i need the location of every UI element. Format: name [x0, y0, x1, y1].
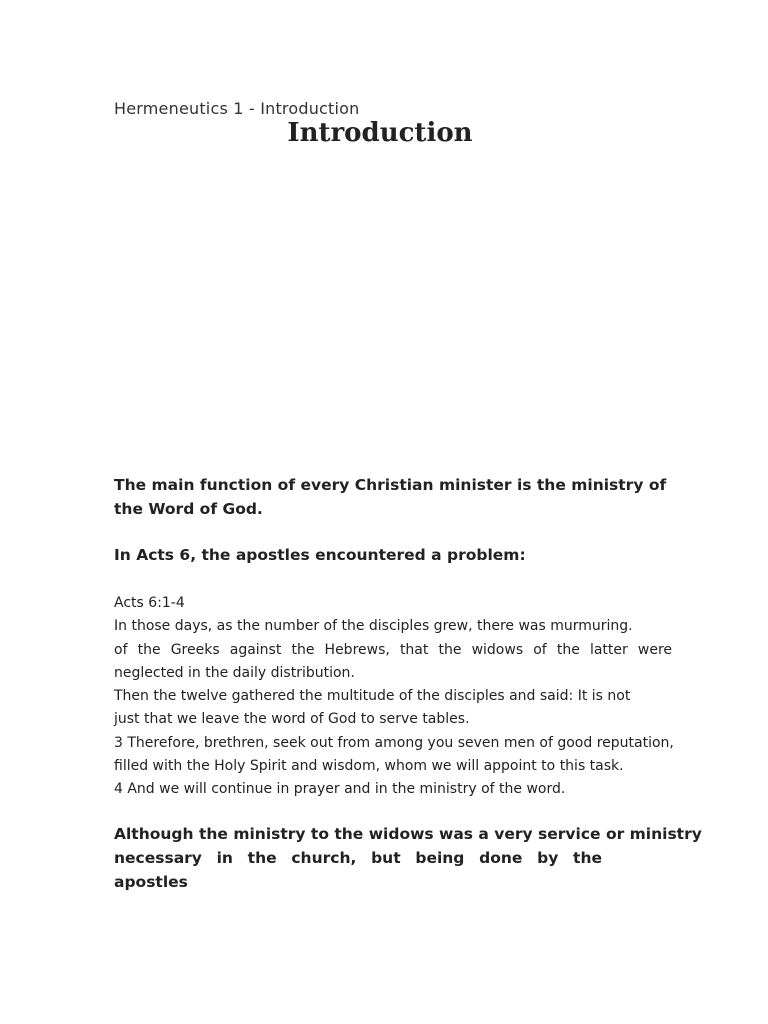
scripture-line: 4 And we will continue in prayer and in the ministry of the word. [114, 781, 566, 798]
paragraph-main-function: The main function of every Christian minister is the ministry of the Word of God. [114, 476, 667, 518]
scripture-line: filled with the Holy Spirit and wisdom, whom we will appoint to this task. [114, 758, 624, 775]
page-title: Introduction [287, 118, 473, 148]
scripture-line: just that we leave the word of God to serve tables. [114, 711, 470, 728]
scripture-line: 3 Therefore, brethren, seek out from among you seven men of good reputation, [114, 734, 674, 751]
running-header: Hermeneutics 1 - Introduction [114, 99, 360, 118]
paragraph-line: necessary in the church, but being done by the apostles [114, 849, 602, 891]
scripture-line: of the Greeks against the Hebrews, that the widows of the latter were [114, 641, 672, 658]
scripture-line: neglected in the daily distribution. [114, 664, 355, 681]
scripture-line: Then the twelve gathered the multitude of the disciples and said: It is not [114, 688, 631, 705]
scripture-reference: Acts 6:1-4 [114, 595, 185, 611]
scripture-line: In those days, as the number of the disciples grew, there was murmuring. [114, 618, 633, 635]
paragraph-line: Although the ministry to the widows was a very service or ministry [114, 825, 702, 843]
scripture-quote [114, 592, 672, 802]
paragraph-acts-problem: In Acts 6, the apostles encountered a problem: [114, 546, 526, 564]
paragraph-widows-ministry [114, 822, 702, 894]
